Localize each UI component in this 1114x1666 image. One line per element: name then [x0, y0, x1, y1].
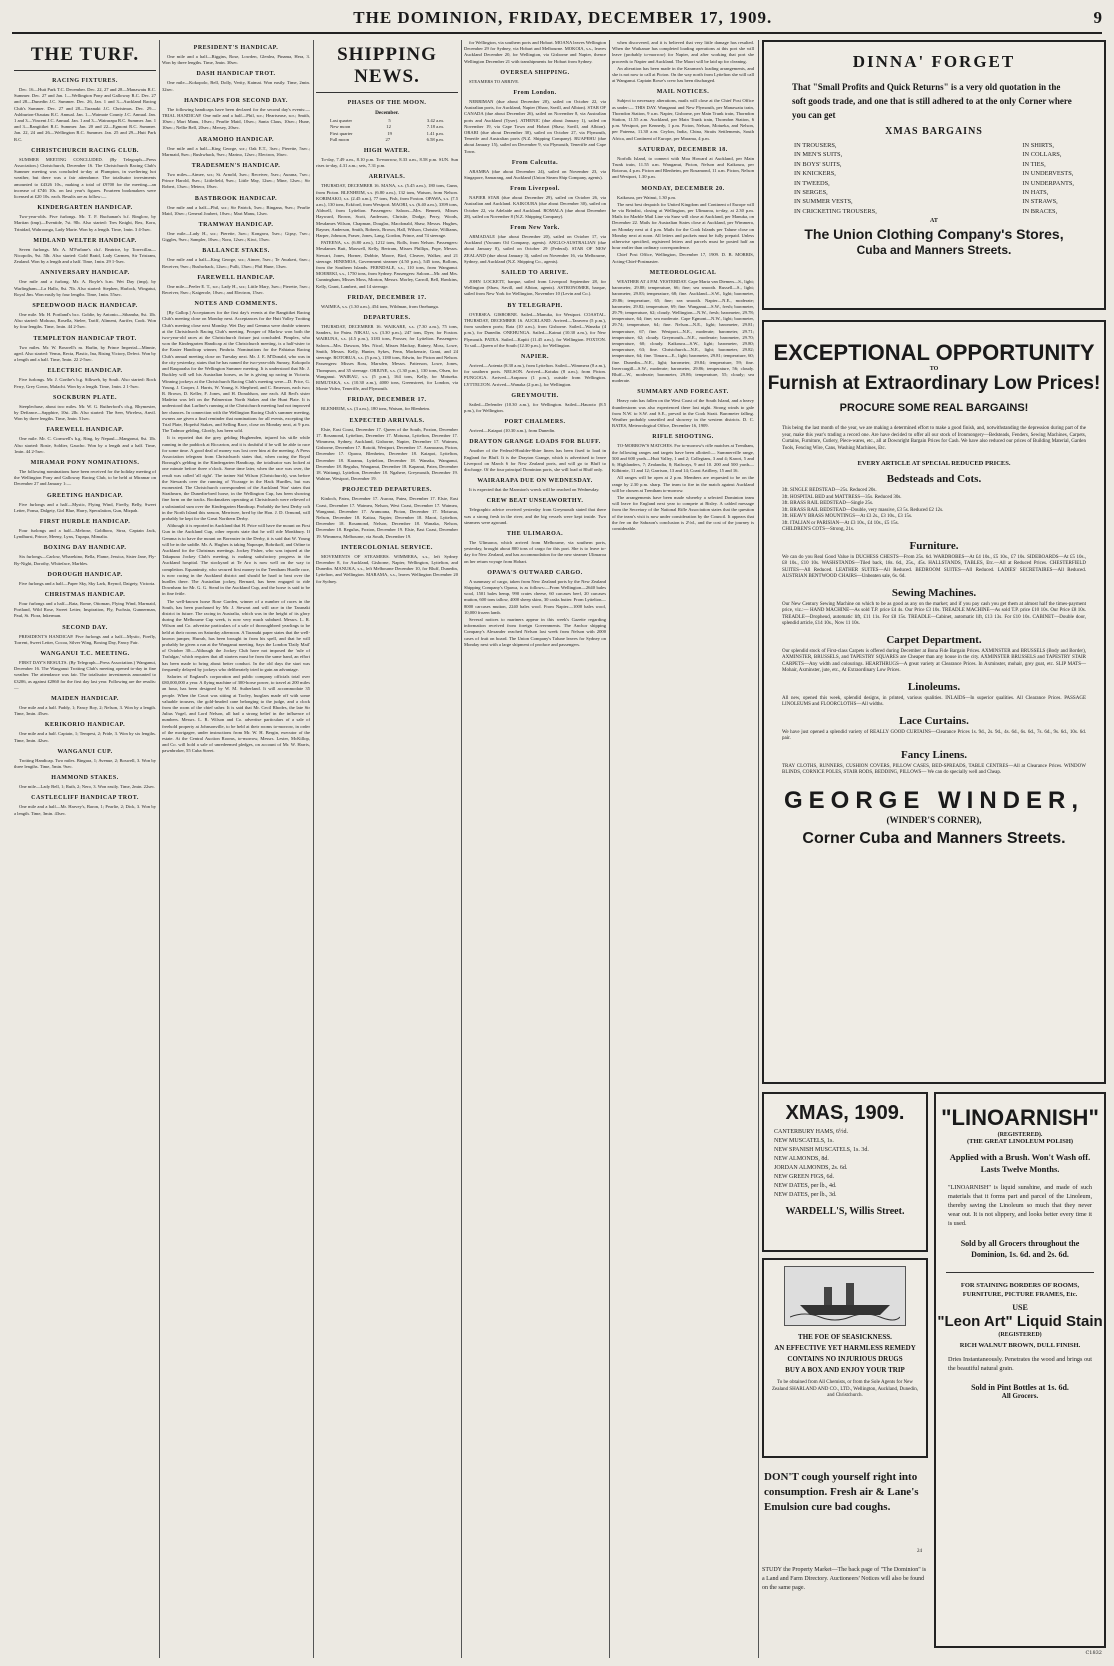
section-body: Five furlongs. Mr. J. Gorthe's b.g. Silkweb, by Soult. Also started: Rock Ferry, Grey Gown, Malachi. Won by a length. Time, 1min. 2 1-5sec. — [14, 377, 156, 389]
section-body: One mile and a half—Phil, scr.; Sir Patrick, 5sec.; Bingana, 9sec.; Pearlie Maid, 10sec.; General Joubert, 10sec.; Mari Manu, 12sec. — [162, 204, 310, 216]
column-racing-notes — [162, 40, 310, 1658]
ad-exceptional-subtitle: Furnish at Extraordinary Low Prices! — [767, 373, 1101, 394]
section-heading: PROJECTED DEPARTURES. — [342, 487, 432, 494]
ad-carpet-text: Our splendid stock of First-class Carpets is offered during December at Bona Fide Bargain Prices. AXMINSTER and BRUSSELS (Body and Border), AXMINSTER, BRUSSELS, and TAPESTRY SQUARES are Cheaper than any house in the city. AXMINSTER BRUSSELS and TAPESTRY STAIR CARPETS—Any width and colourings. HEARTHRUGS—A great variety at Clearance Prices. In Axminster, mohair, grey goat, etc. SLIP MATS—Mohair, Axminster, jute, etc., At Extraordinary Low Prices. — [782, 648, 1086, 673]
section-body: TO-MORROW'S MATCHES. For to-morrow's rifle matches at Trentham, the following ranges and targets have been allotted:— Summerville range, 500 and 600 yards—Hutt Valley, 1 and 2; Collegians, 3 and 4; Karori, 5 and 6; Highlanders, 7; Zealandia, 8; Railways, 9 and 10. 200 and 500 yards—Kilbirnie, 11 and 12; Garrison, 13 and 14; Coast Artillery, 15 and 16. — [612, 443, 754, 474]
list-item: IN BRACES, — [1022, 207, 1058, 215]
ad-firm-name: GEORGE WINDER, — [783, 786, 1084, 814]
page-number: 9 — [1093, 8, 1102, 27]
moon-phase-time: 1.41 p.m. — [426, 130, 444, 136]
section-body: One mile and a half. Captain, 1; Tempest, 2; Pride, 3. Won by six lengths. Time, 3min. 42sec. — [14, 731, 156, 743]
ad-cough-num: 24 — [917, 1549, 922, 1554]
column-oversea-shipping — [464, 40, 606, 1658]
moon-phase-day: 27 — [385, 136, 391, 142]
section-body: One mile—Lady H., scr.; Pierette, 3sec.; Kongava, 5sec.; Gipsy, 7sec.; Giggles, 9sec.; Sampler, 10sec.; Nora, 12sec.; Kiwi, 15sec. — [162, 231, 310, 243]
section-body: Steeplechase, about two miles. Mr. W. G. Rutherford's ch.g. Rhymester, by Defiance—Sapphire, 10st. 2lb. Also started: The Seer, Wireless, Anvil. Won by three lengths. Time, 3min. 51sec. — [14, 403, 156, 422]
section-heading: OVERSEA SHIPPING. — [500, 69, 570, 76]
section-body: One mile. Mr. H. Portland's br.c. Goldie, by Antonio—Sibamba, 8st. 1lb. Also started: Mohoao, Rosella, Stelee, Tariff, Aliment, Aurifer, Cook. Won by four lengths. Time, 1min. 44 2-5sec. — [14, 312, 156, 330]
ad-furniture-title: Furniture. — [909, 539, 959, 552]
ad-xmas-title: XMAS, 1909. — [785, 1102, 905, 1124]
section-heading: ARAMOHO HANDICAP. — [198, 136, 274, 143]
section-body: Another of the Federal-Houlder-Shire liners has been fixed to load in England for Bluff. It is the Drayton Grange, which is advertised to leave Liverpool on March 6 for New Zealand ports, and will go to Bluff to discharge. Of the four principal Dominion ports, she will load at Bluff only. — [464, 448, 606, 472]
ad-stain-colors: RICH WALNUT BROWN, DULL FINISH. — [959, 1342, 1081, 1349]
section-body: One mile and a half—King George, scr.; Aimee, 5sec.; Te Awakeri, 6sec.; Receiver, 9sec.; Bushwhack, 12sec.; Pulli, 13sec.; Phil Hune, 13sec. — [162, 257, 310, 269]
section-body: The arrangements have been made whereby a selected Dominion team will leave for England next year to compete at Bisley. A cabled message from the Secretary of the National Rifle Association states that the question of the team's visit is now under consideration by the Council. It appears that the fee on the Sabraon's conclusion is 2½d., and the cost of the journey is considerable. — [612, 494, 754, 531]
list-item: IN SUMMER VESTS, — [794, 198, 853, 206]
section-body: for Wellington, via southern ports and Hobart. MOANA leaves Wellington December 29 for Sydney, via Hobart and Melbourne. MOKOIA, s.s., leaves Auckland December 20, for Wellington, via Gisborne and Napier, thence Wellington December 21 with transhipments for Hobart from Sydney. — [464, 40, 606, 64]
section-body: One mile. Mr. C. Cornwell's b.g. Ring, by Nepaul—Mangonui, 8st. 1lb. Also started: Rosie, Soldier, Gaucho. Won by a length and a half. Time, 1min. 44 2-5sec. — [14, 436, 156, 454]
section-body: Arrived—Kaiapoi (10.30 a.m.), from Dunedin. — [469, 428, 556, 434]
section-body: The Ulimaroa, which arrived from Melbourne, via southern ports, yesterday, brought about 800 tons of cargo for this port. She is to leave to-day for New Zealand, and has accommodation for the new steamer Ulimaroa on her return voyage from Hobart. — [464, 539, 606, 564]
ad-lino-title: Linoleums. — [907, 680, 961, 693]
list-item: IN TROUSERS, — [794, 142, 837, 149]
section-heading: KERIKORIO HANDICAP. — [44, 722, 126, 729]
section-body: Five furlongs and a half—Mystic, Flying Wind, Firefly, Belly, Sweet Letter, Fonsa, Dalgety, Girl Blue, Harry, Speculation, Gun, Mizpah. — [14, 501, 156, 513]
ad-carpet-title: Carpet Department. — [886, 633, 982, 646]
section-heading: METEOROLOGICAL — [649, 269, 717, 276]
ad-dinna-right-list — [1022, 141, 1074, 216]
ad-dinna-xmas: XMAS BARGAINS — [885, 126, 983, 137]
section-heading: KINDERGARTEN HANDICAP. — [37, 205, 133, 212]
section-heading: MIRAMAR PONY NOMINATIONS. — [30, 459, 140, 466]
list-item: CONTAINS NO INJURIOUS DRUGS — [787, 1355, 903, 1363]
moon-phase-time: 6.58 p.m. — [426, 136, 444, 142]
section-body: Two miles. Mr. W. Boswell's m. Harlin, by Prince Imperial—Minnie, aged. Also started: Venus, Recta, Plastic, Ina, Rising Victory, Defect. Won by a length and a half. Time, 5min. 22 2-5sec. — [14, 344, 156, 363]
column-rule — [609, 40, 610, 1658]
section-heading: WANGANUI CUP. — [57, 748, 113, 755]
ad-seasickness — [762, 1258, 928, 1458]
section-heading: MAIDEN HANDICAP. — [51, 695, 119, 702]
ad-dinna-title: DINNA' FORGET — [852, 52, 1016, 71]
section-heading: BOXING DAY HANDICAP. — [43, 545, 127, 552]
shipping-heading: SHIPPING NEWS. — [316, 44, 458, 93]
ship-icon — [790, 1271, 900, 1321]
list-item: IN STRAWS, — [1022, 198, 1058, 206]
section-heading: RIFLE SHOOTING. — [652, 434, 714, 441]
ad-stain-pre: FOR STAINING BORDERS OF ROOMS, FURNITURE, PICTURE FRAMES, Etc. — [960, 1282, 1080, 1298]
moon-phase-label: First quarter — [330, 130, 353, 136]
section-heading: HANDICAPS FOR SECOND DAY. — [184, 97, 288, 104]
section-body: BLENHEIM, s.s. (3 a.m.), 180 tons, Watson, for Blenheim. — [321, 406, 431, 412]
list-item: 3ft. SINGLE BEDSTEAD—25s. Reduced 20s. — [782, 488, 877, 493]
ad-seasickness-illustration — [784, 1266, 906, 1326]
section-heading: INTERCOLONIAL SERVICE. — [341, 544, 433, 551]
section-body: THURSDAY, DECEMBER 16. WAIKARE, s.s. (7.30 a.m.), 75 tons, Sanders, for Patea. NIKAU, s.s. (3.30 p.m.), 247 tons, Dyer, for Foxton. WAIRUNA, s.s. (4.5 p.m.), 3183 tons, Prosser, for Lyttelton. Passengers: Saloon—Mrs. Dawson, Mrs. Nicol, Misses Mackay, Rainey, Moss, Lowe, Smith, Messrs. Kelly, Hunter, Sykes, Fenn, Mackenzie, Grant, and 24 steerage. ROTORUA, s.s. (5 p.m.), 1180 tons, Edwin, for Picton and Nelson. Passengers: Misses Ross, Marsden, Messrs. Patterson, Lowe, Jones, Thompson, and 35 steerage. ORIUNE, s.s. (1.30 p.m.), 130 tons, Olsen, for Wanganui. WAIRAU, s.s. (5 p.m.), 164 tons, Kelly, for Motueka. RIMUTAKA, s.s. (10.30 a.m.), 4000 tons, Greenstreet, for London, via Monte Video, Teneriffe, and Plymouth. — [316, 324, 458, 392]
section-heading: HIGH WATER. — [363, 148, 411, 155]
section-body: All ranges will be open at 2 p.m. Members are requested to be on the range by 2.30 p.m. sharp. The team to fire in the match against Auckland will be chosen at Trentham to-morrow. — [612, 475, 754, 493]
ad-furniture-text: We can do you Real Good Value in DUCHESS CHESTS—From 25s. 6d. WARDROBES—At £4 10s., £5 10s., £7 10s. SIDEBOARDS—At £5 10s., £8 10s., £10 10s. WASHSTANDS—Tiled back, 18s. 6d., 25s., 45s. HALLSTANDS, TABLES, Etc.—All at Reduced Prices. CHESTERFIELD SUITES—All Reduced. LEATHER SUITES—All Reduced. BEDROOM SUITES—All Reduced. LADIES' SECRETAIRES—All Reduced. AUSTRIAN BENTWOOD CHAIRS—Unbeaten sale, 6s. 6d. — [782, 554, 1086, 579]
ad-study: STUDY the Property Market—The back page of "The Dominion" is a Land and Farm Directory. Auctioneers' Notices will also be found on the same page. — [762, 1567, 927, 1591]
section-body: A summary of cargo, taken from New Zealand ports by the New Zealand Shipping Company's Opawa, is as follows:—From Wellington—2640 bales wool, 1501 bales hemp, 990 crates cheese, 60 carcases beef, 20 carcases mutton, 600 tons tallow, 4000 sheep skins, 30 casks butter. From Lyttelton—8000 carcases mutton, 2240 bales wool. From Napier—1000 bales wool, 10,000 frozen lamb. — [464, 578, 606, 615]
moon-phase-row — [316, 137, 458, 143]
section-heading: PORT CHALMERS. — [504, 419, 566, 426]
section-body: Four furlongs and a half—Melrose, Goldboro, Sirra, Captain Jack, Lyndhurst, Prince, Meeny, Lynx, Tupapa, Mimalia. — [14, 527, 156, 540]
moon-phase-time: 3.42 a.m. — [426, 118, 444, 124]
ad-exceptional-title: EXCEPTIONAL OPPORTUNITY — [773, 340, 1095, 365]
ad-xmas-shop: WARDELL'S, Willis Street. — [785, 1206, 905, 1217]
ad-stain-reg: (REGISTERED) — [998, 1332, 1042, 1338]
section-body: Trotting Handicap. Two miles. Bingara, 1; Avenue, 2; Boswell, 3. Won by three lengths. Time, 5min. 9sec. — [14, 757, 156, 769]
section-heading: TRAMWAY HANDICAP. — [198, 222, 274, 229]
section-heading: SPEEDWOOD HACK HANDICAP. — [32, 303, 138, 310]
list-item: NEW GREEN FIGS, 6d. — [774, 1174, 835, 1180]
section-heading: DASH HANDICAP TROT. — [196, 71, 276, 78]
section-body: Sailed—Defender (10.30 a.m.), for Wellington. Sailed—Hauroto (8.5 p.m.), for Wellington. — [464, 401, 606, 413]
list-item: 3ft. BRASS RAIL BEDSTEAD—Double, very massive, £3 5s. Reduced £2 12s. — [782, 507, 944, 513]
section-heading: DOROUGH HANDICAP. — [47, 571, 123, 578]
moon-phases-title: PHASES OF THE MOON. — [347, 100, 427, 106]
section-heading: From Liverpool. — [510, 186, 560, 193]
section-heading: NOTES AND COMMENTS. — [194, 301, 278, 308]
section-body: NAPIER STAR (due about December 29), sailed on October 26, via Australian and Auckland. KAIKOURA (due about December 30), sailed on October 22, via Adelaide and Auckland. ROMALA (due about December 28), sailed on November 8 (N.Z. Shipping Company). — [464, 195, 606, 219]
section-body: One mile—Lady Bell, 1; Ruth, 2; Nero, 3. Won easily. Time, 2min. 22sec. — [19, 784, 156, 790]
section-body: THURSDAY, DECEMBER 16. MANA, s.s. (5.45 a.m.), 180 tons, Gunn, from Picton. BLENHEIM, s.s. (6.80 a.m.), 132 tons, Watson, from Nelson. KORIMAKO, s.s. (2.45 a.m.), 77 tons, Fish, from Foxton. OPAWA, s.s. (7.5 a.m.), 130 tons, Eckford, from Westport. MAORI, s.s. (6.40 a.m.), 3399 tons, Aldwell, from Lyttelton. Passengers: Saloon—Mrs. Bennett, Misses Hayward, Brown, Scott, Anderson, Christie, Dodge, Perry, Woods, Mesdames Wilson, Chapman, Douglas, Macdonald, Shaw, Messrs. Hughes, Rayner, Anderson, Smith, Roberts, Brown, Hall, Wilson, Christie, Williams, Harper, Johnson, Fraser, Jones, Lang, Gordon, Prince, and 74 steerage. — [316, 183, 458, 239]
ad-lino-sub1: (REGISTERED). — [997, 1132, 1043, 1138]
section-body: One mile and a half—Mr. Harvey's, Baron, 1; Pearlie, 2; Dick, 3. Won by a length. Time, 3min. 43sec. — [14, 804, 156, 816]
page-title: THE DOMINION, FRIDAY, DECEMBER 17, 1909. — [353, 8, 773, 27]
section-heading: From New York. — [510, 225, 560, 232]
column-rule — [159, 40, 160, 1658]
section-heading: CASTLECLIFF HANDICAP TROT. — [31, 795, 139, 802]
ad-george-winder — [762, 320, 1106, 1084]
section-body: Salaries of England's corporation and public company officials total over £80,000,000 a year. A flying machine of 300-horse power, to travel at 200 miles an hour, has been designed by W. M. Sutherland. It will accommodate 35 people. When the Court was sitting at Tooley, burglars made off with some valuable trousers, the gold-headed cane belonging to the judge, and a clock from the room of the chief usher. It is said that Mr. Cecil Rhodes, the late Sir Julius Vogel, and Lord Nelson, all had a strong belief in the influence of numbers. Messrs. L. R. Wilson and Co. advertise particulars of a sale of freehold property at Johnsonville, to be held at their rooms to-morrow, in order of the mortgagee, under instructions from Mr. W. H. Bergin, executor of the estate. At the Central Auction Rooms, to-morrow, Messrs. Lester, McKillop, and Co. will hold a sale of unredeemed pledges, on account of Mr. W. Harris, pawnbroker, 55 Cuba Street. — [162, 674, 310, 754]
section-heading: SATURDAY, DECEMBER 18. — [638, 146, 728, 153]
list-item: IN TIES, — [1022, 160, 1046, 168]
section-heading: OPAWA'S OUTWARD CARGO. — [487, 569, 583, 576]
section-body: Four furlongs and a half—Rata, Rome, Ottoman, Flying Wind, Marmaid, Portland, Wild Rose, Sweet Letter, Inspiration, Fly, Fuchsia, Gunnerman, Paul, St. Flora, Inkerman. — [14, 600, 156, 619]
moon-phase-label: Last quarter — [330, 118, 353, 124]
section-body: It is reported that the grey gelding Hughenden, injured his stifle while running in the paddock at Riccarton, and it is doubtful if he will be able to race for some time. A good deal of money was lost over him at the meeting. A Press Association telegram from Christchurch states that, when racing the Royal Borough's gelding in the Kindergarten Handicap, the totalisator was locked at one minute before three o'clock. Some time later, when the race was over, the result was called 'all right'. The trainer Sid Wilson (Christchurch), was before the Stewards over the running of Vicarage in the Hack Hurdles, but was exonerated. The Christchurch correspondent of the Auckland 'Star' states that Strathearn, the Dunedin-bred horse, in the Wellington Cup, has been showing fine form on the tracks. Bookmakers operating at Christchurch were relieved of a substantial sum over the Kindergarten Handicap. Probably the best Derby colt in the North Island this season, Merriwee, bred by the Hon. J. D. Ormond, will probably be kept for the Great Northern Derby. — [162, 435, 310, 521]
section-body: NERRIMAN (due about December 20), sailed on October 22, via Australian ports, for Auckland, Napier (Shaw, Savill, and Albion). STAR OF CANADA (due about December 26), sailed on November 8, via Australian ports and Auckland (Tyser). ATHENIC (due about January 1), sailed on November 19, via Cape Town and Hobart (Shaw, Savill, and Albion). ORARI (due about December 30), sailed on October 27, via Plymouth, Tenerife and Australian ports (N.Z. Shipping Company). RUAPEHU (due about January 15), sailed on December 9, via Plymouth, Teneriffe and Cape Town. — [464, 99, 606, 154]
list-item: 3ft. HOSPITAL BED and MATTRESS—35s. Reduced 30s. — [782, 494, 902, 500]
ad-seasickness-lines — [764, 1332, 926, 1376]
ad-dinna-lists — [764, 141, 1104, 216]
ad-procure: PROCURE SOME REAL BARGAINS! — [839, 402, 1029, 414]
list-item: IN KNICKERS, — [794, 170, 836, 178]
section-body: PRESIDENT'S HANDICAP. Five furlongs and a half—Mystic, Firefly, Torrent, Sweet Letter, Cocoa, Silver Wing, Boxing Day, Fancy Fair. — [14, 633, 156, 645]
section-body: Two miles—Aimee, scr.; St. Arnold, 3sec.; Receiver, 5sec.; Aurana, 7sec.; Prince Harold, 8sec.; Littlefield, 9sec.; Little May, 12sec.; Mine, 12sec.; Sir Robert, 13sec.; Meteor, 18sec. — [162, 172, 310, 190]
column-turf — [14, 40, 156, 1658]
ad-dinna-address: Cuba and Manners Streets. — [856, 243, 1012, 258]
section-heading: WAIRARAPA DUE ON WEDNESDAY. — [477, 478, 593, 485]
section-body: MOVEMENTS OF STEAMERS. WIMMERA, s.s., left Sydney December 8, for Auckland, Gisborne, Napier, Wellington, Lyttelton, and Dunedin. MANUKA, s.s., left Melbourne December 10, for Bluff, Dunedin, Lyttelton, and Wellington. MARAMA, s.s., leaves Wellington December 20 for Sydney. — [316, 553, 458, 584]
section-body: One mile and a half. Paddy, 1; Fancy Boy, 2; Nelson, 3. Won by a length. Time, 3min. 45sec. — [14, 704, 156, 717]
ad-lino-sold: Sold by all Grocers throughout the Dominion, 1s. 6d. and 2s. 6d. — [960, 1239, 1080, 1259]
section-heading: FRIDAY, DECEMBER 17. — [347, 397, 427, 404]
section-heading: MONDAY, DECEMBER 20. — [641, 185, 725, 192]
section-body: Heavy rain has fallen on the West Coast of the South Island, and a heavy thunderstorm was also experienced there last night. Strong winds to gale from N.W. to S.W. and S.E., prevail in the Cook Strait. Barometer falling. Weather probably unsettled and showery in the western districts. D. C. BATES, Meteorological Office, December 16, 1909. — [612, 398, 754, 429]
section-body: OVERSEA. GISBORNE. Sailed—Manuka, for Westport. COASTAL. THURSDAY, DECEMBER 16. AUCKLAND. Arrived—Taravera (5 p.m.), from southern ports; Rata (10 a.m.), from Gisborne. Sailed—Wanaka (4 p.m.), for Dunedin. ONEHUNGA. Sailed—Kainui (10.30 a.m.), for New Plymouth. PATEA. Sailed—Kapiti (11.45 a.m.), for Wellington. FOXTON. To sail—Queen of the South (12.30 p.m.), for Wellington. — [464, 311, 606, 348]
ad-cough-text: DON'T cough yourself right into consumption. Fresh air & Lane's Emulsion cure bad coughs. — [764, 1471, 919, 1513]
list-item: 3ft. BRASS RAIL BEDSTEAD—Single 25s. — [782, 501, 874, 506]
section-body: Dec. 16—Hutt Park T.C. December. Dec. 22, 27 and 28—Manawatu R.C. Summer. Dec. 27 and Jan. 1—Wellington Pony and Galloway R.C. Dec. 27 and 28—Dunedin J.C. Summer. Dec. 26, Jan. 1 and 3—Auckland Racing Club's Summer. Dec. 27 and 28—Taranaki J.C. Christmas. Dec. 29—Ashburton-Otautau R.C. Annual. Jan. 1—Waimate County J.C. Annual. Jan. 1 and 3—Vincent J.C. Annual. Jan. 1 and 3—Wairarapa R.C. Summer. Jan. 1 and 3—Rangitikei R.C. Summer. Jan. 20 and 22—Egmont R.C. Summer. Jan. 22, 24 and 26—Wellington R.C. Summer. Jan. 25 and 29—Hutt Park R.C. — [14, 87, 156, 142]
list-item: NEW SPANISH MUSCATELS, 1s. 3d. — [774, 1147, 869, 1153]
column-rule — [758, 40, 759, 1658]
list-item: 3ft. HEAVY BRASS MOUNTINGS—At £3 2s., £3 10s., £3 15s. — [782, 514, 913, 519]
section-heading: TRADESMEN'S HANDICAP. — [191, 163, 281, 170]
section-heading: MIDLAND WELTER HANDICAP. — [33, 237, 137, 244]
section-body: The following handicaps have been declared for the second day's events:— TRIAL HANDICAP. One mile and a half—Phil, scr.; Heartsease, scr.; Smith, 10sec.; Mari Manu, 10sec.; Pearlie Maid, 10sec.; Santa Claus, 10sec.; Hune, 10sec.; Nellie Bell, 20sec.; Mersey, 20sec. — [162, 106, 310, 131]
turf-heading: THE TURF. — [14, 44, 156, 71]
column-shipping — [316, 40, 458, 1658]
moon-phase-day: 19 — [387, 130, 392, 136]
ad-dinna-body: That "Small Profits and Quick Returns" is a very old quotation in the soft goods trade, and one that is still adhered to at the only Corner where you can get — [792, 82, 1072, 120]
section-body: One mile and a half—Riggins, Rose, Lowden, Glenlea, Pinama, Hera, 3. Won by three lengths. Time, 3min. 30sec. — [162, 54, 310, 66]
list-item: IN MEN'S SUITS, — [794, 151, 843, 159]
section-heading: DRAYTON GRANGE LOADS FOR BLUFF. — [469, 439, 601, 446]
section-body: Subject to necessary alterations, mails will close at the Chief Post Office as under:— THIS DAY. Wanganui and New Plymouth, per Manawatu train, Thorndon Station, 9 a.m. Napier, Gisborne, per Main Trunk train, Thorndon Station, 11.55 a.m. Auckland, per Main Trunk train, Thorndon Station, 6 p.m. Westport, per Kennedy, 1 p.m. Picton, Nelson, Motueka, and Nelson, per Pateena, 11.30 a.m. Ceylon, India, China, Straits Settlements, South Africa, and Continent of Europe, per Marama, 4 p.m. — [612, 98, 754, 141]
ad-lino-sub2: (THE GREAT LINOLEUM POLISH) — [966, 1138, 1074, 1145]
section-heading: HAMMOND STAKES. — [51, 775, 119, 782]
list-item: CHILDREN'S COTS—Strong, 21s. — [782, 527, 855, 532]
moon-phases-table — [316, 118, 458, 143]
ad-every-article: EVERY ARTICLE AT SPECIAL REDUCED PRICES. — [857, 460, 1011, 467]
ad-stain-body: Dries Instantaneously. Penetrates the wood and brings out the beautiful natural grain. — [948, 1356, 1092, 1372]
list-item: JORDAN ALMONDS, 2s. 6d. — [774, 1165, 848, 1171]
list-item: IN BOYS' SUITS, — [794, 160, 842, 168]
ad-stain-name: "Leon Art" Liquid Stain — [937, 1313, 1103, 1330]
column-rule — [461, 40, 462, 1658]
list-item: CANTERBURY HAMS, 6½d. — [774, 1129, 848, 1135]
ad-bedsteads-title: Bedsteads and Cots. — [886, 473, 982, 485]
section-body: ARMADALE (due about December 20), sailed on October 17, via Auckland (Vacuum Oil Company, agents). ANGLO-AUSTRALIAN (due about January 8), sailed on October 29 (Federal). STAR OF NEW ZEALAND (due about January 3), sailed on November 16, via Melbourne, Sydney, and Auckland (N.Z. Shipping Co., agents). — [464, 234, 606, 264]
list-item: NEW ALMONDS, 8d. — [774, 1156, 829, 1162]
ad-fancy-text: TRAY CLOTHS, RUNNERS, CUSHION COVERS, PILLOW CASES, BED-SPREADS, TABLE CENTRES—All at Clearance Prices. WINDOW BLINDS, CORNICE POLES, STAIR RODS, BEDDING, PILLOWS— We can do specially well and Cheap. — [782, 763, 1086, 775]
turf-sections — [14, 77, 156, 817]
ad-fancy-title: Fancy Linens. — [900, 748, 967, 761]
section-heading: THE ULIMAROA. — [506, 530, 564, 537]
ad-xmas-list — [764, 1126, 926, 1202]
advertisements — [762, 40, 1106, 1658]
section-heading: SECOND DAY. — [62, 624, 108, 631]
list-item: BUY A BOX AND ENJOY YOUR TRIP — [785, 1366, 905, 1374]
moon-phase-label: Full moon — [330, 136, 350, 142]
moon-phase-time: 7.18 a.m. — [426, 124, 444, 130]
ad-exceptional-to: TO — [929, 366, 939, 372]
section-body: One mile—Peeler E. T., scr.; Lady H., scr.; Little Mary, 3sec.; Pierette, 5sec.; Receiver, 8sec.; Kaigerole, 10sec.; and Electron, 15sec. — [162, 283, 310, 296]
section-body: One mile and a half—King George, scr.; Oak E.T., 3sec.; Pierette, 5sec.; Marmaid, 8sec.; Bushwhack, 9sec.; Marino, 12sec.; Electron, 16sec. — [162, 145, 310, 157]
ad-dinna-forget — [762, 40, 1106, 310]
section-body: The next best despatch for United Kingdom and Continent of Europe will be via Brindisi, closing at Wellington, per Ulimaroa, to-day, at 2.30 p.m. Mails for Marble Mail Line via Suez will close at Auckland, per Manuka, on December 22. Mails for Australian States close at Auckland, per Wimmera, on Monday next at 4 p.m. Mails for the Cook Islands per Talune close on Monday next at noon. All letters and packets must be fully prepaid. Unless otherwise specified, registered letters and parcels must be posted half an hour earlier than ordinary correspondence. — [612, 201, 754, 251]
section-heading: TEMPLETON HANDICAP TROT. — [33, 335, 137, 342]
ad-linoarnish — [934, 1092, 1106, 1648]
section-body: Chief Post Office, Wellington, December 17, 1909. D. B. MORRIS, Acting-Chief-Postmaster. — [612, 252, 754, 264]
ad-firm-sub: (WINDER'S CORNER), — [886, 814, 982, 825]
section-heading: FRIDAY, DECEMBER 17. — [347, 294, 427, 301]
section-heading: FAREWELL HANDICAP. — [46, 427, 124, 434]
ad-lino-text: All new, opened this week, splendid designs, in printed, various qualities. INLAIDS—In superior qualities. All Clearance Prices. PASSAGE LINOLEUMS and FLOORCLOTHS—All widths. — [782, 695, 1086, 707]
section-body: PATEENA, s.s. (6.80 a.m.), 1212 tons, Rolls, from Nelson. Passengers: Mesdames Butt, Maxwell, Kelly, Bertram, Misses Phillips, Pope, Messrs. Stewart, Jones, Horner, Dobbie, Moore, Bird, Cleaver, Walker, and 21 steerage. HINEMOA, Government steamer (4.50 p.m.), 545 tons, Bollons, from the Southern Islands. FERNDALE, s.s., 110 tons, from Wanganui. MOEREKI, s.s., 1750 tons, from Sydney. Passengers: Saloon—Mr. and Mrs. Cunningham, Misses Moss, Morton, Messrs. Morley, Carroll, Bell, Hawkins, Kelly, Grant, Lambert, and 14 steerage. — [316, 240, 458, 289]
list-item: NEW DATES, per lb., 4d. — [774, 1183, 837, 1189]
list-item: IN SHIRTS, — [1022, 142, 1054, 149]
ad-stain-use: USE — [1012, 1303, 1028, 1312]
section-body: Telegraphic advice received yesterday from Greymouth stated that there was a strong fresh in the river, and the big vessels were kept inside. Two steamers were aground. — [464, 507, 606, 525]
section-heading: BY TELEGRAPH. — [507, 302, 563, 309]
section-body: WEATHER AT 4 P.M. YESTERDAY. Cape Maria van Diemen—S., light; barometer, 29.88; temperature, 66; fine; sea smooth. Russell—S., light; barometer, 29.83; temperature, 68; fine. Auckland—S.W., light; barometer, 29.86; temperature, 65; fine; sea smooth. Napier—N.E., moderate; barometer, 29.82; temperature, 69; fine. Wanganui—S.W., fresh; barometer, 29.79; temperature, 62; cloudy. Wellington—N.W., fresh; barometer, 29.78; temperature, 64; fine; sea moderate. Cape Egmont—N.W., light; barometer, 29.74; temperature, 64; fine. Nelson—N.E., light; barometer, 29.81; temperature, 67; fine. Westport—N.E., moderate; barometer, 29.71; temperature, 62; cloudy. Greymouth—N.E., moderate; barometer, 29.70; temperature, 60; cloudy. Kaikoura—S.W., light; barometer, 29.80; temperature, 63; fine. Christchurch—N.E., light; barometer, 29.82; temperature, 64; fine. Timaru—E., light; barometer, 29.81; temperature, 60; fine. Dunedin—N.E., light; barometer, 29.84; temperature, 59; fine. Invercargill—S.W., moderate; barometer, 29.86; temperature, 56; cloudy. Bluff—W., moderate; barometer, 29.86; temperature, 55; cloudy; sea moderate. — [612, 278, 754, 384]
section-body: One mile and a furlong. Mr. A. Boyle's b.m. Wet Day (imp), by Warlingham—La Hallo, 8st. 7lb. Also started: Stephen, Harlock, Wingatui, Royal Jim. Won easily by four lengths. Time, 1min. 55sec. — [14, 279, 156, 297]
ad-stain-all: All Grocers. — [1001, 1392, 1039, 1400]
section-heading: BALLANCE STAKES. — [202, 248, 270, 255]
column-mail-weather — [612, 40, 754, 1658]
section-heading: SAILED TO ARRIVE. — [501, 270, 569, 277]
column-rule — [313, 40, 314, 1658]
section-body: STEAMERS TO ARRIVE. — [469, 78, 520, 84]
section-heading: PRESIDENT'S HANDICAP. — [193, 45, 279, 51]
list-item: IN TWEEDS, — [794, 179, 830, 187]
section-heading: CHRISTMAS HANDICAP. — [44, 591, 126, 598]
section-body: An alteration has been made in the Karamea's loading arrangements, and she is not now to call at Picton. On the way north from Lyttelton she will call at Wanganui. Captain Rowe's crew has been discharged. — [612, 65, 754, 84]
section-body: JOHN LOCKETT, barque, sailed from Liverpool September 28, for Wellington (Shaw, Savill, and Albion, agents). ASTRONOMER, barque, sailed from New York for Wellington, November 10 (Levin and Co.). — [464, 279, 606, 297]
section-body: Norfolk Island, to connect with Moa Howard at Auckland, per Main Trunk train, 11.55 a.m. Wanganui, Picton, Nelson and Kaikoura, per Rotorua, 4 p.m. Picton and Blenheim, per Rosamond, 11 a.m. Picton, Nelson and Westport, 1.30 p.m. — [612, 155, 754, 180]
section-body: Although it is reported in Auckland that H. Price will have the mount on First Gun in the Auckland Cup, other reports state that he will ride Monkbury. If Gemma is to have the mount on Boreaster in the Derby, it is said that W. Young will be in the saddle. Mr. A. Hughes is taking Napoupe, Bobrikoff, and Orline to Auckland for the Christmas meetings. Jockey Fisher, who was injured at the Takapuna Jockey Club's meeting, is making satisfactory progress in the Auckland hospital. The stockyard at Te Aro is now well on the way to completion. Equanimity, who secured first money in the Trentham Hurdle race, is now racing in the Auckland district and should be hard to beat over the hurdles there. The Australian jockey, Bernard, has been engaged to ride Downham for Mr. G. G. Stead in the Auckland Cup, and the horse is said to be in fine fettle. — [162, 523, 310, 597]
moon-phase-label: New moon — [330, 124, 351, 130]
ad-lino-body: "LINOARNISH" is liquid sunshine, and made of such materials that it forms part and parcel of the Linoleum, thereby saving the Linoleum so much that they never wear out. It is not slippery, and looks better every time it is used. — [948, 1184, 1092, 1227]
section-body: Two-year-olds. Five furlongs. Mr. T. F. Buchanan's b.f. Ringlow, by Martian (imp)—Eventide, 7st. 9lb. Also started: Tres Knight, Rex, Kora, Trinidad, Wahroonga, Lady Marie. Won by a length. Time, 1min. 3 4-5sec. — [14, 214, 156, 232]
list-item: NEW MUSCATELS, 1s. — [774, 1138, 834, 1144]
section-heading: ELECTRIC HANDICAP. — [47, 368, 123, 375]
section-body: One mile—Kokopolo, Bell, Dolly, Verity, Kaimai. Won easily. Time, 2min. 32sec. — [162, 80, 310, 92]
ad-lino-line1: Applied with a Brush. Won't Wash off. — [949, 1152, 1091, 1162]
section-body: Kinloch, Patea, December 17. Aurora, Patea, December 17. Elsie, East Coast, December 17. Waimea, Nelson, West Coast, December 17. Waimea, Wanganui, December 17. Aramoana, Picton, December 17. Moturua, Nelson, December 18. Kaitoa, Napier, December 18. Maori, Lyttelton, December 18. Rosamond, Nelson, December 18. Wanaka, Nelson, December 18. Regulus, Foxton, December 19. Elsie, East Coast, December 19. Wimmera, Melbourne, via South, December 19. — [316, 496, 458, 539]
section-body: Five furlongs and a half—Paper Sky, Sky Lark, Reynol, Daigety, Victoria. — [19, 580, 156, 586]
section-heading: GREETING HANDICAP. — [46, 492, 124, 499]
section-body: [By Gallop.] Acceptances for the first day's events at the Rangitikei Racing Club's meeting close on Monday next. Acceptances for the Hutt Valley Trotting Club's meeting close next Monday. Wet Day and Gemma were double winners at the Christchurch Racing Club's meeting. Prosper of Marlow won both the two-year-old races at the Christchurch fixture just concluded. Pimplex, who won the Kindergarten Handicap at the Christchurch meeting, is a half-sister to the Easter Handicap winner, Fimbria. Nominations for the Pahiatua Racing Club's annual meeting close on Tuesday next. Mr. J. E. M'Donald, who was in the city yesterday, states that he has named the two-year-olds Sunray, Kokopolo and Rauparaha for the Wellington Summer meeting. It is understood that Mr. J. Buckley will sell his Australian horses, as he is giving up racing in Victoria. Winning jockeys at the Christchurch Racing Club's meeting were—D. Price, G. Young, J. Cooper, J. Harris, W. Young, S. Shepherd, and C. Emerson, each two; R. Brown, D. Keller, F. Jones, and H. Donaldson, one each. All Red's sister Madeira was left on the Palmerston North Stakes and the Hunt Plate. It is understood that Lurline's running at the Christchurch meeting had not improved her chances. In connection with the Wellington Racing Club's summer meeting, owners are given a final reminder that nominations for all events, excepting the Trial Plate, Hopeful Stakes, and Selling Race, close on Monday next, at 9 p.m. The Tadmor gelding, Glorify, has been sold. — [162, 310, 310, 434]
ad-lace-title: Lace Curtains. — [899, 714, 969, 727]
list-item: 3ft. ITALIAN or PARISIAN—At £3 10s., £4 10s., £5 15s. — [782, 520, 899, 526]
list-item: IN CRICKETING TROUSERS, — [794, 207, 877, 215]
section-heading: FAREWELL HANDICAP. — [197, 274, 275, 281]
moon-phases-subtitle: December. — [375, 110, 399, 116]
ad-lino-line2: Lasts Twelve Months. — [980, 1164, 1060, 1174]
section-body: Arrived—Aotenia (8.30 a.m.), from Lyttelton. Sailed—Wimmera (8 a.m.), for southern ports. NELSON. Arrived—Kotuku (8 a.m.), from Picton. PUNGOGA. Arrived—Arapawa (1 p.m.), outside from Wellington. LYTTELTON. Arrived—Wanaka (2 p.m.), for Wellington. — [464, 362, 606, 387]
section-heading: WANGANUI T.C. MEETING. — [40, 650, 130, 657]
section-heading: SOCKBURN PLATE. — [52, 394, 118, 401]
list-item: IN UNDERPANTS, — [1022, 179, 1074, 187]
ad-dinna-at: AT — [930, 218, 938, 225]
ad-bedsteads-list — [764, 488, 1104, 534]
oversea-sections — [464, 40, 606, 648]
section-heading: BASTBROOK HANDICAP. — [194, 195, 278, 202]
section-body: The following nominations have been received for the holiday meeting of the Wellington Pony and Galloway Racing Club, to be held at Miramar on December 27 and January 1:— — [14, 468, 156, 487]
section-body: Seven furlongs. Mr. A. M'Farlane's ch.f. Beatrice, by Torrecillas—Nicopolis, 9st. 5lb. Also started: Gold Braid, Lady Carmen, Sir Tristram, Zealand. Won by a length and a half. Time, 1min. 29 1-5sec. — [14, 246, 156, 265]
ad-code: C1832 — [1085, 1650, 1102, 1656]
moon-phase-day: 12 — [386, 124, 391, 130]
ad-lace-text: We have just opened a splendid variety of REALLY GOOD CURTAINS—Clearance Prices 1s. 9d., 2s. 9d., 4s. 6d., 6s. 6d., 7s. 6d., 9s. 6d., 10s. 6d. pair. — [782, 729, 1086, 741]
section-body: FIRST DAY'S RESULTS. (By Telegraph—Press Association.) Wanganui, December 16. The Wanganui Trotting Club's meeting opened to-day in fine weather. The attendance was fair. The totalisator investments amounted to £3206, as against £2860 for the first day last year. Following are the results:— — [14, 659, 156, 690]
section-body: To-day, 7.49 a.m., 8.10 p.m. To-morrow, 8.33 a.m., 8.58 p.m. SUN. Sun rises to-day, 4.31 a.m.; sets, 7.31 p.m. — [316, 157, 458, 169]
list-item: IN HATS, — [1022, 189, 1049, 197]
section-heading: FIRST HURDLE HANDICAP. — [39, 518, 131, 525]
list-item: IN UNDERVESTS, — [1022, 170, 1074, 178]
section-heading: RACING FIXTURES. — [52, 78, 118, 84]
mail-weather-sections — [612, 40, 754, 532]
section-heading: From London. — [513, 90, 557, 97]
section-body: WAIMEA, s.s. (1.30 a.m.), 454 tons, Wildman, from Onehunga. — [321, 303, 439, 309]
ad-sewing-text: Our New Century Sewing Machine on which to be as good as any on the market; and if you pay cash you get them at almost half the times-payment price, viz.:— HAND MACHINE—As sold T.P. price £4 4s. Our Price £3 10s. TREADLE MACHINE—As sold T.P. price £10 10s. Our Price £8 10s. TREADLE—Dropheud, automatic lift, £11 11s. For £8 15s. TREADLE—Cabinet, automatic lift, £13 13s. For £10 10s. CABINET—Double door, splendid article, £14 10s., Now 11 10s. — [782, 601, 1086, 626]
ad-sewing-title: Sewing Machines. — [891, 586, 977, 599]
section-heading: SUMMARY AND FORECAST. — [637, 389, 729, 396]
moon-phase-day: 5 — [388, 118, 391, 124]
section-body: Several notices to mariners appear in this week's Gazette regarding information received from foreign Governments. The Anchor shipping Company's Alexander reached Nelson last week from Nelson with 2000 cases of fruit on board. The Union Company's Talune leaves for Sydney on Monday next with a large shipment of produce and passengers. — [464, 616, 606, 647]
section-body: The well-known horse Rose Garden, winner of a number of races in the South, has been purchased by Mr. J. Stewart and will race in the Taranaki district in future. The racing in Australia, which was in the height of its glory during the Melbourne Cup week, is now very much subdued. Messrs. L. R. Wilson and Co. advertise particulars of a sale of thoroughbred yearlings to be held at their rooms on Saturday afternoon. A Taranaki paper states that the well-known jumper, Hurrah, has been brought in from his spell, and that he will probably be given a run at the Wanganui meeting. Says the London 'Daily Mail' of October 30:—Although the Jockey Club have not imposed the 'rule of Trafalgar,' which requires that all starters must be from the same hand, an effort has been made to bring about better conduct. In the old days the start was frequently delayed by jockeys who deliberately tried to gain an advantage. — [162, 598, 310, 672]
section-heading: GREYMOUTH. — [511, 392, 559, 399]
section-heading: NAPIER. — [520, 353, 549, 360]
ad-dinna-store: The Union Clothing Company's Stores, — [804, 226, 1064, 243]
section-heading: MAIL NOTICES. — [656, 89, 710, 96]
list-item: THE FOE OF SEASICKNESS. — [798, 1333, 892, 1341]
list-item: IN SERGES, — [794, 189, 828, 197]
ad-seasickness-small: To be obtained from All Chemists, or from the Sole Agents for New Zealand SHARLAND AND CO., LTD., Wellington, Auckland, Dunedin, and Christchurch. — [772, 1380, 918, 1398]
section-body: when discovered, and it is believed that very little damage has resulted. When the Waikanae has completed loading operations at this port she will leave (probably to-morrow) for Napier, and after working that port she proceeds to Napier and Auckland. The Maori will be laid up for cleaning. — [612, 40, 754, 64]
section-body: Kaikoura, per Wainui, 1.30 p.m. — [617, 194, 677, 200]
section-heading: CREW BEAT UNSEAWORTHY. — [486, 498, 584, 505]
racing-notes-sections — [162, 44, 310, 755]
ad-dinna-left-list — [794, 141, 877, 216]
section-body: Elsie, East Coast, December 17. Queen of the South, Foxton, December 17. Rosamond, Lyttelton, December 17. Moturua, Lyttelton, December 17. Wimmera, Sydney, Auckland, Gisborne, Napier, December 17. Waimea, Gisborne, December 17. Rotoiti, Westport, December 17. Aramoana, Picton, December 17. Opawa, Blenheim, December 18. Kaiapoi, Lyttelton, December 18. Karamu, Lyttelton, December 18. Wanaka, Wanganui, December 18. Regulus, Wanganui, December 18. Kapanui, Patea, December 18. Waitangi, Lyttelton, December 18. Ngahere, Greymouth, December 19. Wahine, Westport, December 19. — [316, 426, 458, 482]
section-heading: DEPARTURES. — [363, 315, 411, 322]
ad-stain-sold: Sold in Pint Bottles at 1s. 6d. — [971, 1383, 1069, 1392]
section-body: Six furlongs—Carlow, Wharekino, Bella, Flame, Jessica, Sister Jane, Fly-By-Night, Dorothy, Whiteface, Marbles. — [14, 554, 156, 566]
section-heading: ARRIVALS. — [368, 174, 406, 181]
section-heading: EXPECTED ARRIVALS. — [349, 417, 425, 424]
section-body: ARAMBA (due about December 24), sailed on November 23, via Singapore, Samarang, and Auckland (Union Steam Ship Company, agents). — [464, 168, 606, 181]
shipping-sections — [316, 147, 458, 585]
list-item: IN COLLARS, — [1022, 151, 1062, 159]
section-heading: ANNIVERSARY HANDICAP. — [40, 270, 130, 277]
section-heading: From Calcutta. — [511, 159, 559, 166]
ad-exceptional-intro: This being the last month of the year, we are making a determined effort to make a good finish, and, notwithstanding the depression during part of the year, make this year's trading a record one. Are have decided to offer all our stock of Ironmongery—Bedsteads, Fenders, Sewing Machines, Carpets, Curtains, Furniture, Cutlery, Piece-wares, etc., all at Downright Bargain Prices for Cash. We have also reduced our prices of Building Material, Garden Tools, Fencing Wire, Cans, Washing Machines, Etc. — [782, 426, 1086, 451]
list-item: NEW DATES, per lb., 3d. — [774, 1192, 837, 1198]
ad-lino-name: "LINOARNISH" — [941, 1105, 1099, 1130]
section-body: SUMMER MEETING CONCLUDED. (By Telegraph—Press Association.) Christchurch, December 16. The Christchurch Racing Club's Summer meeting was concluded to-day at Plumpton, in sweltering hot weather, but there was a fair attendance. The totalisator investments amounted to £4326 10s., making a total of £9700 for the meeting—an increase of £746 10s. on last year's figures. Fourteen bookmakers were licensed at £20 10s. each. Results are as follow:— — [14, 156, 156, 200]
ad-firm-address: Corner Cuba and Manners Streets. — [802, 829, 1066, 847]
ad-xmas-wardell — [762, 1092, 928, 1252]
ad-cough — [762, 1466, 928, 1560]
section-heading: CHRISTCHURCH RACING CLUB. — [31, 147, 139, 154]
list-item: AN EFFECTIVE YET HARMLESS REMEDY — [774, 1344, 916, 1352]
masthead — [12, 4, 1102, 34]
section-body: It is expected that the Marmion's wreck will be reached on Wednesday. — [469, 487, 600, 493]
